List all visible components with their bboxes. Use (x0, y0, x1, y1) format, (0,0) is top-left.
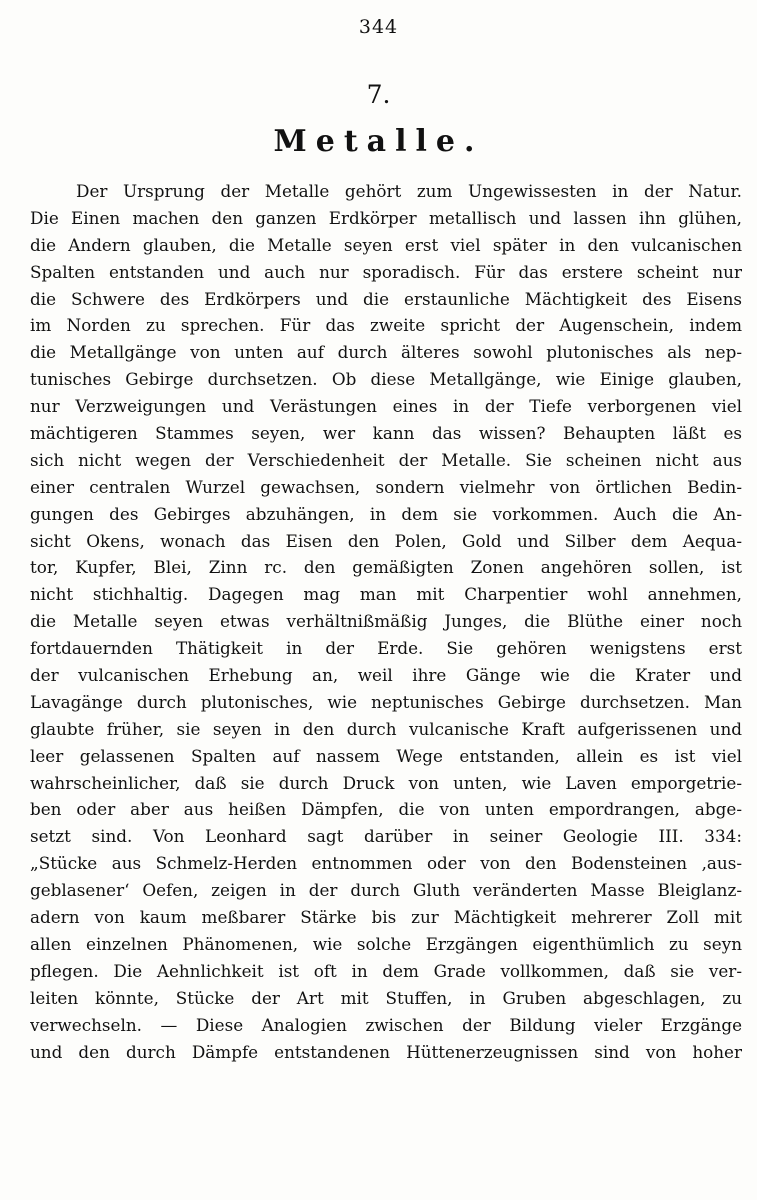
text-line: die Schwere des Erdkörpers und die erstaunliche Mächtigkeit des Eisens (30, 288, 742, 309)
text-line: der vulcanischen Erhebung an, weil ihre Gänge wie die Krater und (30, 665, 742, 686)
text-line: Der Ursprung der Metalle gehört zum Ungewissesten in der Natur. (76, 181, 742, 201)
text-line: mächtigeren Stammes seyen, wer kann das wissen? Behaupten läßt es (30, 423, 742, 444)
text-line: im Norden zu sprechen. Für das zweite spricht der Augenschein, indem (30, 315, 742, 336)
text-line: leiten könnte, Stücke der Art mit Stuffen, in Gruben abgeschlagen, zu (30, 987, 742, 1008)
text-line: und den durch Dämpfe entstandenen Hüttenerzeugnissen sind von hoher (30, 1041, 742, 1062)
text-line: die Andern glauben, die Metalle seyen erst viel später in den vulcanischen (30, 234, 742, 255)
text-line: pflegen. Die Aehnlichkeit ist oft in dem Grade vollkommen, daß sie ver- (30, 960, 742, 981)
text-line: setzt sind. Von Leonhard sagt darüber in seiner Geologie III. 334: (30, 826, 742, 847)
text-line: die Metallgänge von unten auf durch älteres sowohl plutonisches als nep- (30, 342, 742, 363)
text-line: Lavagänge durch plutonisches, wie neptunisches Gebirge durchsetzen. Man (30, 691, 742, 712)
text-line: nicht stichhaltig. Dagegen mag man mit Charpentier wohl annehmen, (30, 584, 742, 605)
section-number: 7. (366, 80, 391, 109)
text-line: leer gelassenen Spalten auf nassem Wege entstanden, allein es ist viel (30, 745, 742, 766)
body-text (30, 178, 742, 1065)
text-line: wahrscheinlicher, daß sie durch Druck von unten, wie Laven emporgetrie- (30, 772, 742, 793)
chapter-title: Metalle. (273, 124, 484, 159)
text-line: tor, Kupfer, Blei, Zinn rc. den gemäßigten Zonen angehören sollen, ist (30, 557, 742, 578)
text-line: einer centralen Wurzel gewachsen, sondern vielmehr von örtlichen Bedin- (30, 476, 742, 497)
page-number: 344 (358, 16, 399, 38)
text-line: ben oder aber aus heißen Dämpfen, die von unten empordrangen, abge- (30, 799, 742, 820)
text-line: „Stücke aus Schmelz-Herden entnommen oder von den Bodensteinen ‚aus- (30, 853, 742, 874)
text-line: gungen des Gebirges abzuhängen, in dem sie vorkommen. Auch die An- (30, 503, 742, 524)
text-line: Spalten entstanden und auch nur sporadisch. Für das erstere scheint nur (30, 261, 742, 282)
text-line: sich nicht wegen der Verschiedenheit der Metalle. Sie scheinen nicht aus (30, 449, 742, 470)
text-line: sicht Okens, wonach das Eisen den Polen, Gold und Silber dem Aequa- (30, 530, 742, 551)
text-line: fortdauernden Thätigkeit in der Erde. Sie gehören wenigstens erst (30, 638, 742, 659)
text-line: allen einzelnen Phänomenen, wie solche Erzgängen eigenthümlich zu seyn (30, 933, 742, 954)
text-line: geblasener‘ Oefen, zeigen in der durch Gluth veränderten Masse Bleiglanz- (30, 880, 742, 901)
text-line: Die Einen machen den ganzen Erdkörper metallisch und lassen ihn glühen, (30, 207, 742, 228)
text-line: adern von kaum meßbarer Stärke bis zur Mächtigkeit mehrerer Zoll mit (30, 907, 742, 928)
text-line: glaubte früher, sie seyen in den durch vulcanische Kraft aufgerissenen und (30, 718, 742, 739)
text-line: die Metalle seyen etwas verhältnißmäßig Junges, die Blüthe einer noch (30, 611, 742, 632)
text-line: verwechseln. — Diese Analogien zwischen der Bildung vieler Erzgänge (30, 1014, 742, 1035)
text-line: nur Verzweigungen und Verästungen eines in der Tiefe verborgenen viel (30, 396, 742, 417)
text-line: tunisches Gebirge durchsetzen. Ob diese Metallgänge, wie Einige glauben, (30, 369, 742, 390)
